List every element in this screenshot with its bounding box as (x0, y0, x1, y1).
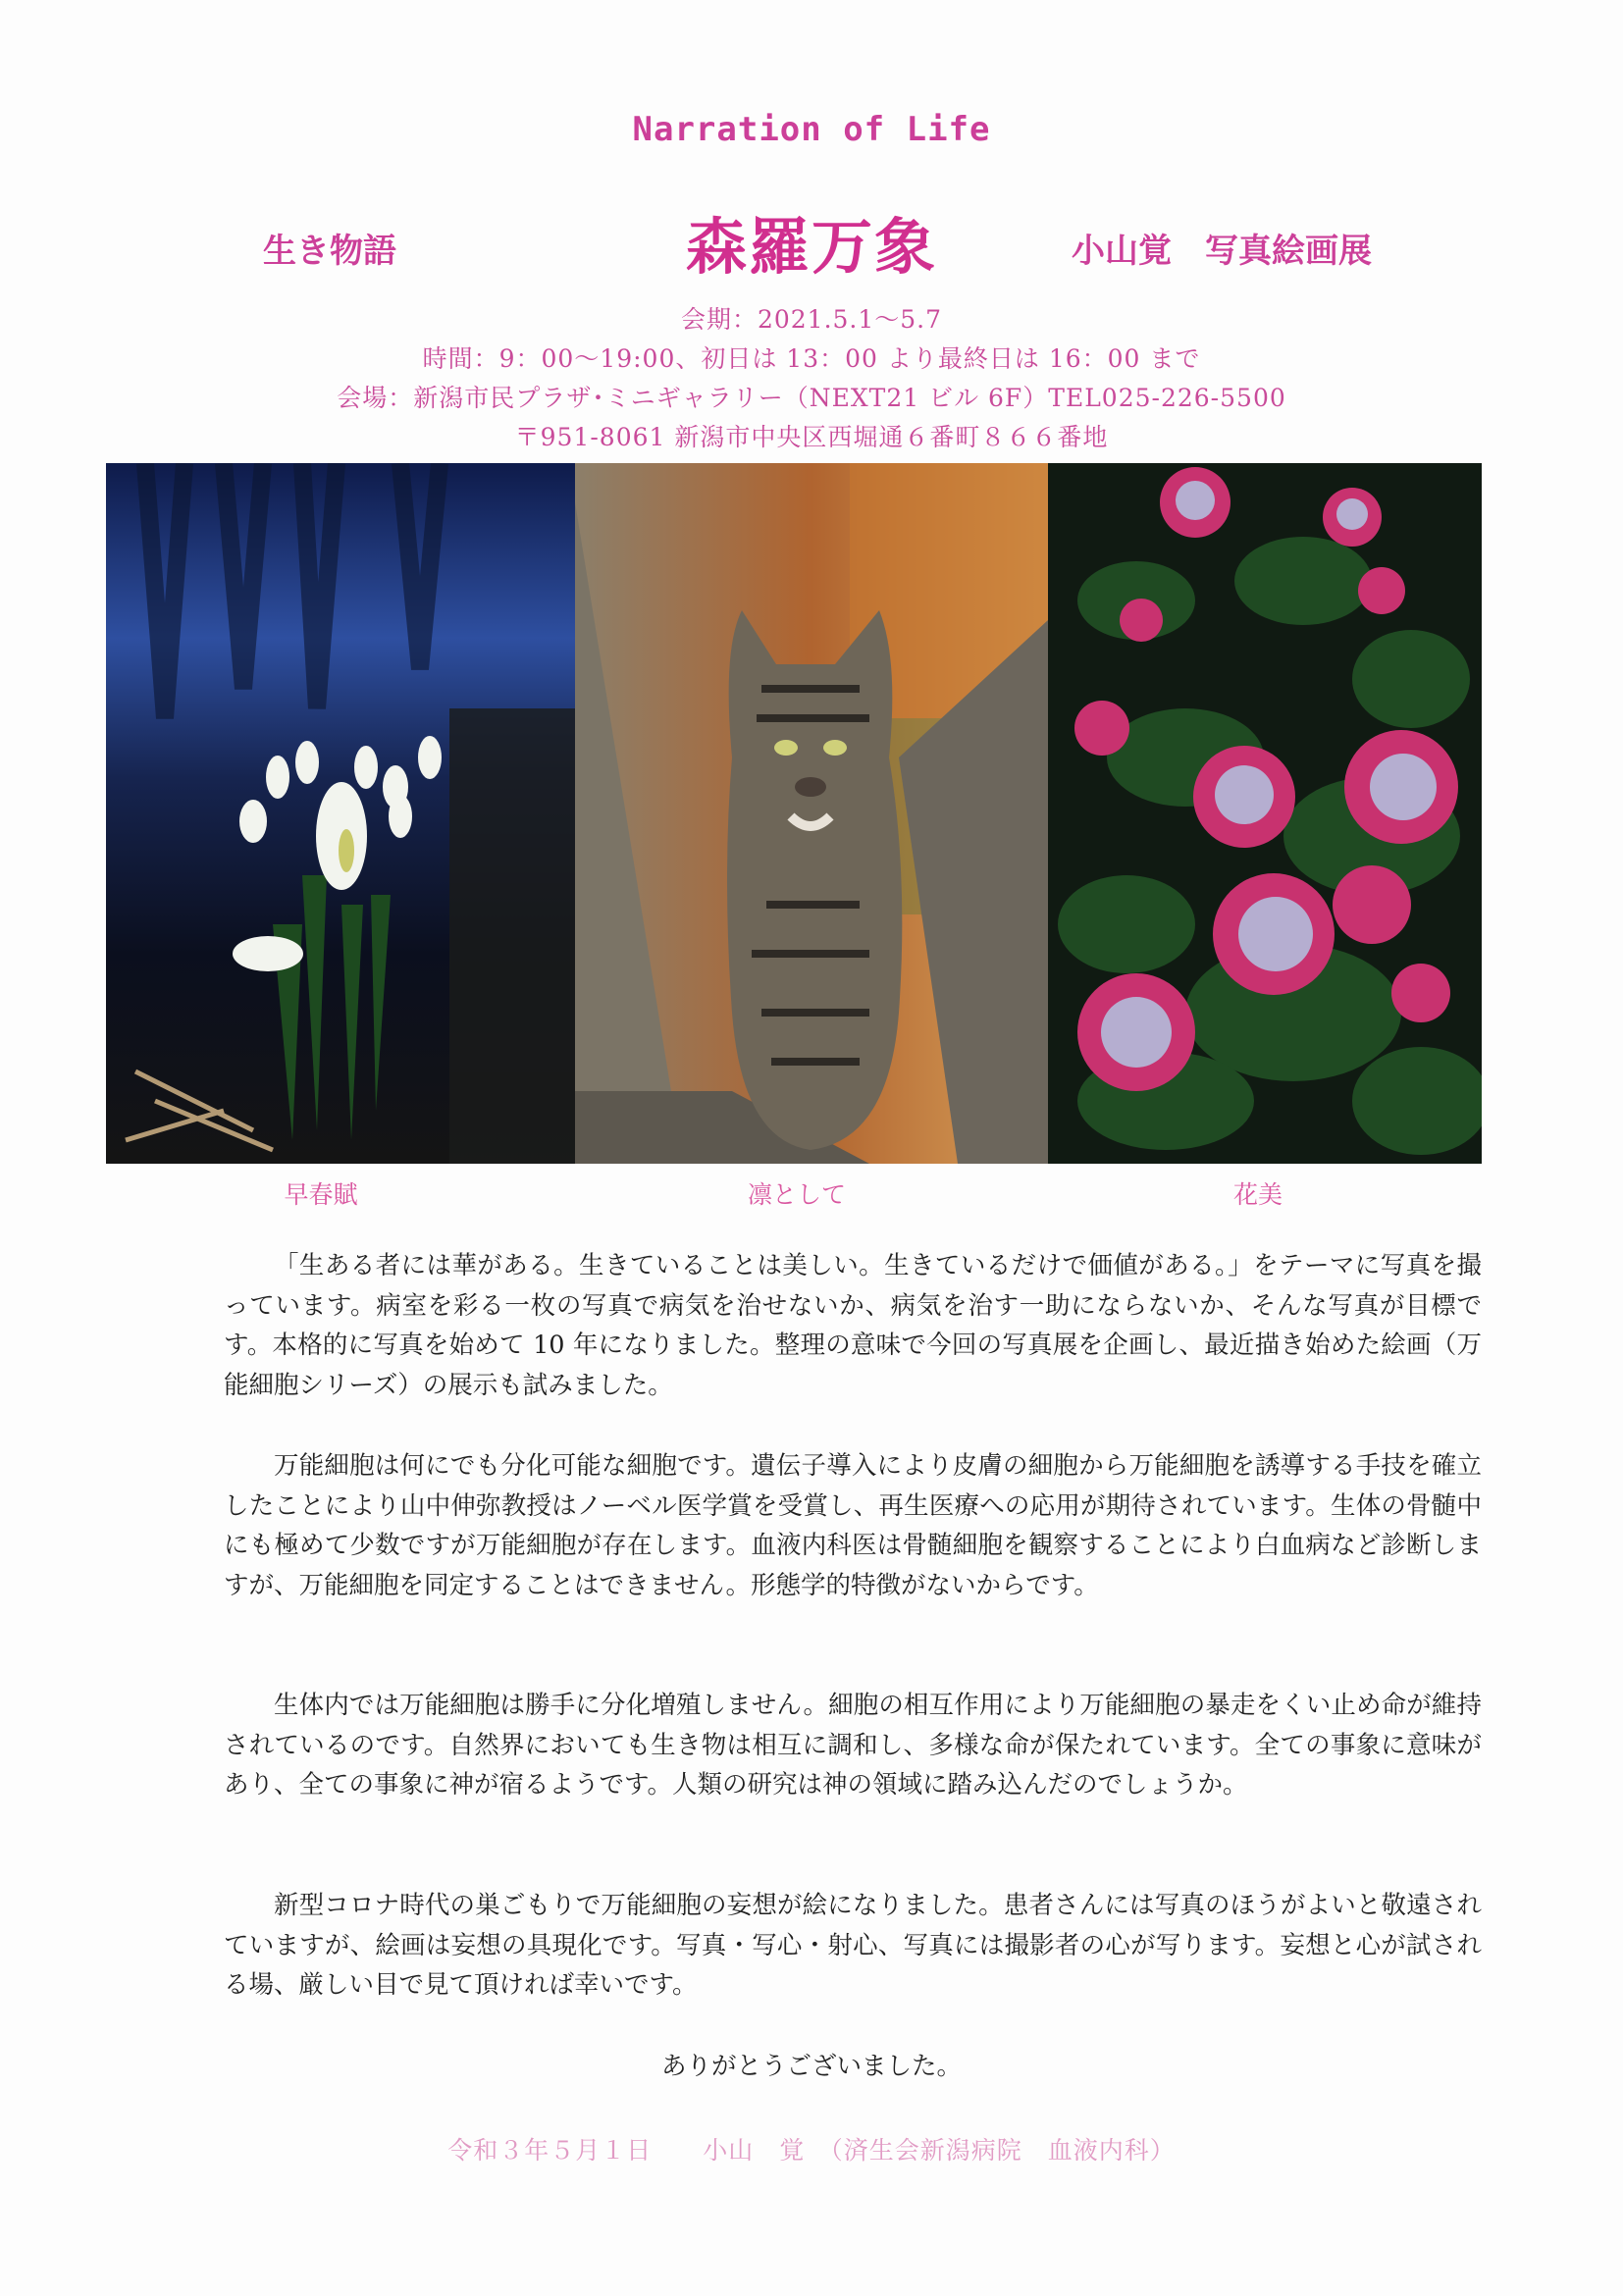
english-title: Narration of Life (632, 110, 991, 149)
subtitle-left: 生き物語 (263, 232, 396, 271)
paragraph-3 (224, 1686, 1482, 1805)
exhibition-hours: 時間：9：00～19:00、初日は 13：00 より最終日は 16：00 まで (422, 344, 1201, 373)
paragraph-4-text: 新型コロナ時代の巣ごもりで万能細胞の妄想が絵になりました。患者さんには写真のほうがよいと敬遠されていますが、絵画は妄想の具現化です。写真・写心・射心、写真には撮影者の心が写ります。妄想と心が試される場、厳しい目で見て頂ければ幸いです。 (224, 1891, 1482, 2000)
paragraph-1-text: 「生ある者には華がある。生きていることは美しい。生きているだけで価値がある。」をテーマに写真を撮っています。病室を彩る一枚の写真で病気を治せないか、病気を治す一助にならないか、そんな写真が目標です。本格的に写真を始めて 10 年になりました。整理の意味で今回の写真展を企画し、最近描き始めた絵画（万能細胞シリーズ）の展示も試みました。 (224, 1251, 1482, 1400)
paragraph-1 (224, 1246, 1482, 1405)
paragraph-2 (224, 1446, 1482, 1605)
main-title: 森羅万象 (685, 211, 937, 283)
photo-strip (106, 463, 1482, 1164)
tabby-cat-photo (575, 463, 1048, 1164)
paragraph-4 (224, 1886, 1482, 2006)
signature-line: 令和３年５月１日 小山 覚 （済生会新潟病院 血液内科） (447, 2136, 1176, 2165)
exhibition-period: 会期：2021.5.1～5.7 (680, 305, 943, 334)
subtitle-right: 小山覚 写真絵画展 (1072, 232, 1372, 271)
skunk-cabbage-photo (106, 463, 575, 1164)
photo-caption-1: 早春賦 (284, 1180, 358, 1209)
photo-caption-2: 凛として (747, 1180, 846, 1209)
exhibition-venue: 会場：新潟市民プラザ･ミニギャラリー（NEXT21 ビル 6F）TEL025-226-5500 (337, 384, 1286, 412)
closing-thanks: ありがとうございました。 (660, 2052, 962, 2081)
photo-caption-3: 花美 (1232, 1180, 1283, 1209)
hydrangea-photo (1048, 463, 1482, 1164)
exhibition-address: 〒951-8061 新潟市中央区西堀通６番町８６６番地 (514, 423, 1109, 451)
paragraph-3-text: 生体内では万能細胞は勝手に分化増殖しません。細胞の相互作用により万能細胞の暴走をくい止め命が維持されているのです。自然界においても生き物は相互に調和し、多様な命が保たれています。全ての事象に意味があり、全ての事象に神が宿るようです。人類の研究は神の領域に踏み込んだのでしょうか。 (224, 1691, 1482, 1800)
paragraph-2-text: 万能細胞は何にでも分化可能な細胞です。遺伝子導入により皮膚の細胞から万能細胞を誘導する手技を確立したことにより山中伸弥教授はノーベル医学賞を受賞し、再生医療への応用が期待されています。生体の骨髄中にも極めて少数ですが万能細胞が存在します。血液内科医は骨髄細胞を観察することにより白血病など診断しますが、万能細胞を同定することはできません。形態学的特徴がないからです。 (224, 1451, 1482, 1600)
